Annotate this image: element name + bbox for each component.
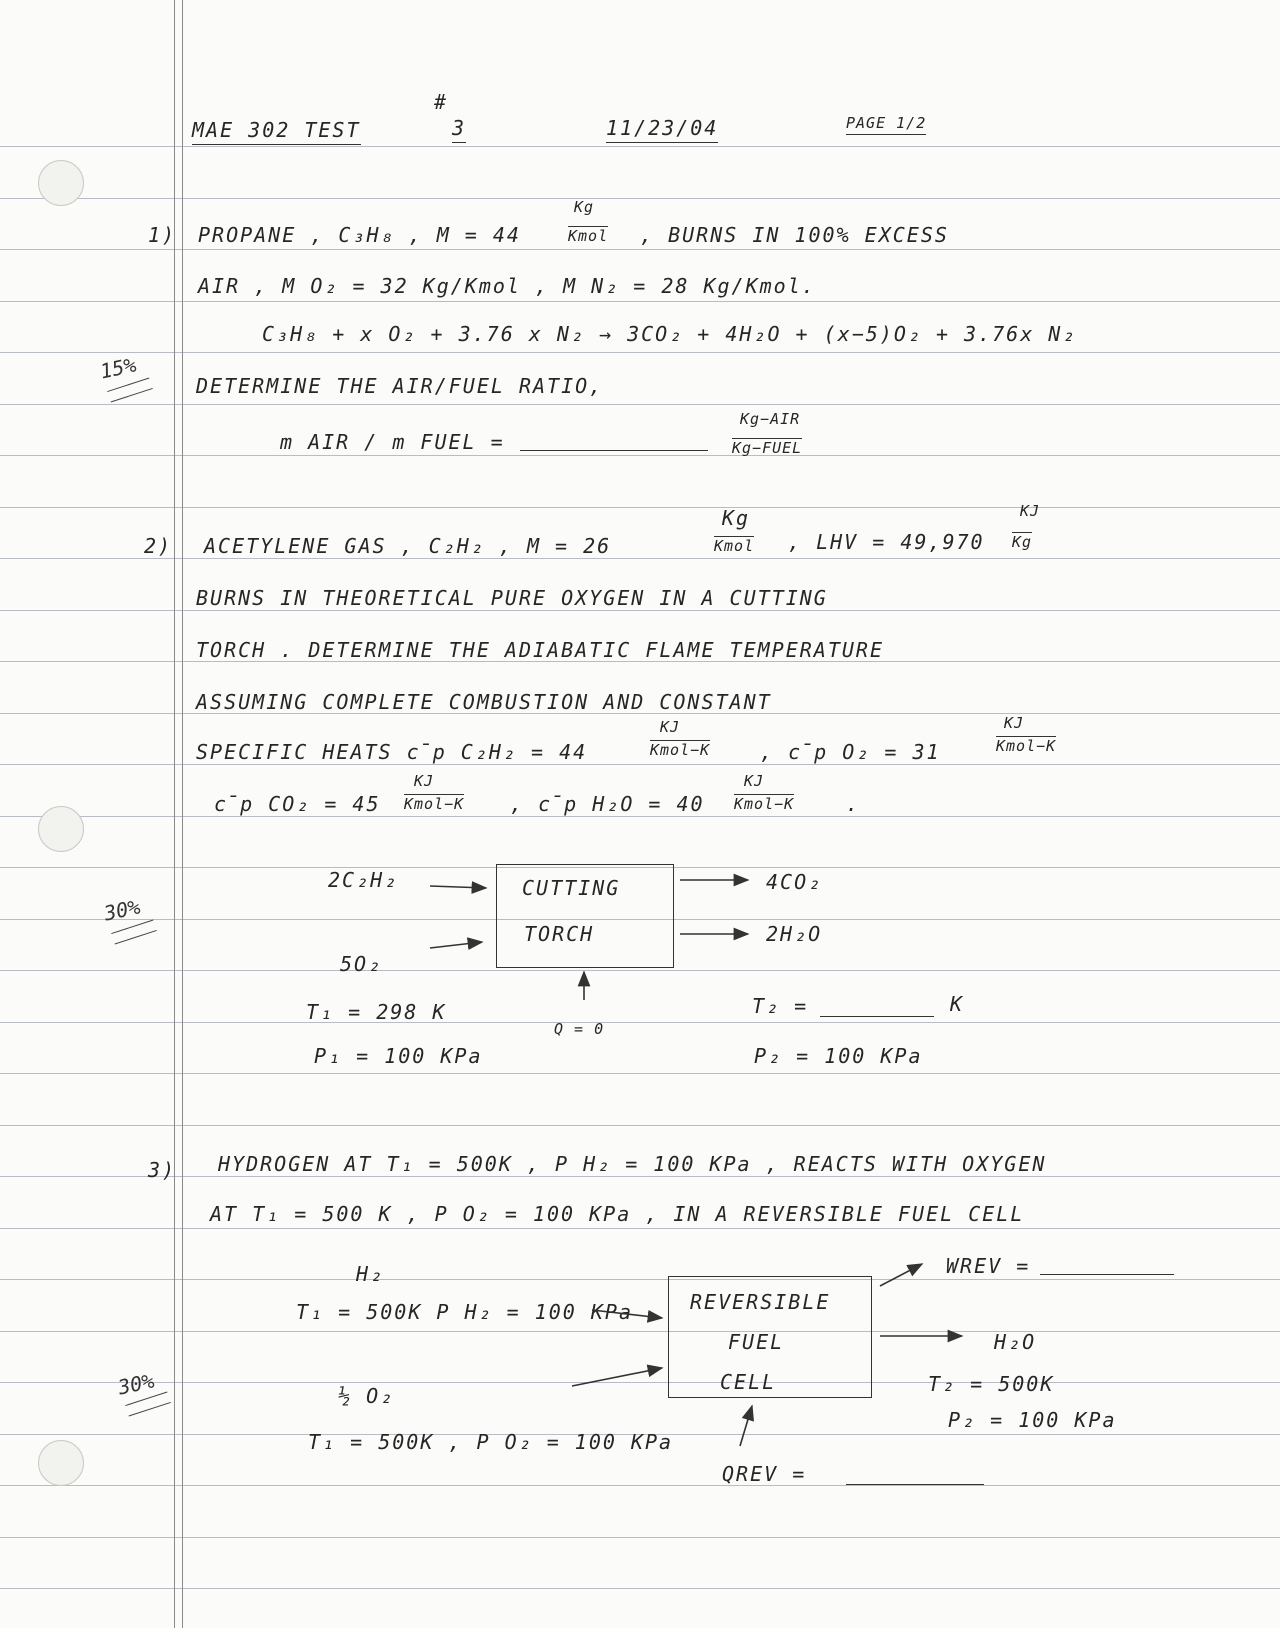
header-number: 3	[452, 116, 466, 143]
header-course: MAE 302 TEST	[192, 118, 361, 145]
arrow-qrev-in	[740, 1406, 752, 1446]
problem2-line6a: c̄p CO₂ = 45	[214, 792, 381, 816]
header-number-mark: #	[434, 90, 449, 114]
problem2-score: 30%	[101, 894, 143, 926]
torch-p1: P₁ = 100 KPa	[314, 1044, 483, 1068]
torch-output-co2: 4CO₂	[766, 870, 823, 894]
problem2-line2: BURNS IN THEORETICAL PURE OXYGEN IN A CUTTING	[196, 586, 828, 610]
problem1-equation: C₃H₈ + x O₂ + 3.76 x N₂ → 3CO₂ + 4H₂O + (x−5)O₂ + 3.76x N₂	[262, 322, 1077, 346]
problem3-line2: AT T₁ = 500 K , P O₂ = 100 KPa , IN A REVERSIBLE FUEL CELL	[210, 1202, 1025, 1226]
torch-heat: Q = 0	[554, 1020, 605, 1038]
torch-p2: P₂ = 100 KPa	[754, 1044, 923, 1068]
problem2-m-unit-den: Kmol	[714, 537, 755, 555]
arrow-o2-in	[430, 942, 482, 948]
problem2-line3: TORCH . DETERMINE THE ADIABATIC FLAME TEMPERATURE	[196, 638, 885, 662]
problem2-cp-unit-num-3: KJ	[414, 772, 435, 790]
problem1-determine: DETERMINE THE AIR/FUEL RATIO,	[196, 374, 604, 398]
problem2-lhv: , LHV = 49,970	[788, 530, 985, 554]
problem2-line6b: , c̄p H₂O = 40	[510, 792, 705, 816]
fuelcell-wrev: WREV =	[946, 1254, 1031, 1278]
problem2-m-unit-num: Kg	[722, 506, 751, 530]
problem2-lhv-unit-den: Kg	[1012, 533, 1033, 551]
problem3-number: 3)	[148, 1158, 177, 1182]
problem2-line6-end: .	[846, 792, 861, 816]
problem1-ratio-label: m AIR / m FUEL =	[280, 430, 505, 454]
problem2-line5a: SPECIFIC HEATS c̄p C₂H₂ = 44	[196, 740, 588, 764]
problem1-score: 15%	[97, 352, 139, 384]
fuelcell-qrev: QREV =	[722, 1462, 807, 1486]
problem2-cp-unit-den-2: Kmol−K	[996, 737, 1057, 755]
problem2-line1: ACETYLENE GAS , C₂H₂ , M = 26	[204, 534, 612, 558]
problem2-line4: ASSUMING COMPLETE COMBUSTION AND CONSTANT	[196, 690, 772, 714]
fuelcell-box-line1: REVERSIBLE	[690, 1290, 831, 1314]
problem2-cp-unit-den-1: Kmol−K	[650, 741, 711, 759]
torch-input-o2: 5O₂	[340, 952, 383, 976]
fuelcell-h2-state: T₁ = 500K P H₂ = 100 KPa	[296, 1300, 633, 1324]
problem2-number: 2)	[144, 534, 173, 558]
arrow-c2h2-in	[430, 886, 486, 888]
problem1-line2: AIR , M O₂ = 32 Kg/Kmol , M N₂ = 28 Kg/Kmol.	[198, 274, 816, 298]
torch-output-h2o: 2H₂O	[766, 922, 823, 946]
header-date: 11/23/04	[606, 116, 718, 143]
fuelcell-p2: P₂ = 100 KPa	[948, 1408, 1117, 1432]
fuelcell-output-h2o: H₂O	[994, 1330, 1037, 1354]
torch-t1: T₁ = 298 K	[306, 1000, 447, 1024]
problem2-cp-unit-num-1: KJ	[660, 718, 681, 736]
torch-box-label-top: CUTTING	[522, 876, 621, 900]
fuelcell-input-h2: H₂	[356, 1262, 385, 1286]
problem3-score: 30%	[115, 1368, 157, 1400]
torch-t2-unit: K	[950, 992, 965, 1016]
problem2-cp-unit-num-2: KJ	[1004, 714, 1025, 732]
torch-box-label-bottom: TORCH	[524, 922, 595, 946]
torch-input-c2h2: 2C₂H₂	[328, 868, 399, 892]
problem1-m-unit-num: Kg	[574, 198, 595, 216]
fuelcell-o2-state: T₁ = 500K , P O₂ = 100 KPa	[308, 1430, 674, 1454]
fuelcell-t2: T₂ = 500K	[928, 1372, 1055, 1396]
problem1-m-unit-den: Kmol	[568, 227, 609, 245]
problem1-ratio-unit-num: Kg−AIR	[740, 410, 801, 428]
header-page: PAGE 1/2	[846, 114, 926, 135]
problem1-line1: PROPANE , C₃H₈ , M = 44	[198, 223, 521, 247]
arrow-wrev-out	[880, 1264, 922, 1286]
arrow-o2-cell-in	[572, 1368, 662, 1386]
torch-t2: T₂ =	[752, 994, 809, 1018]
problem3-line1: HYDROGEN AT T₁ = 500K , P H₂ = 100 KPa , REACTS WITH OXYGEN	[218, 1152, 1047, 1176]
problem1-number: 1)	[148, 223, 177, 247]
fuelcell-box-line2: FUEL	[728, 1330, 785, 1354]
problem2-cp-unit-den-3: Kmol−K	[404, 795, 465, 813]
problem1-line1-end: , BURNS IN 100% EXCESS	[640, 223, 949, 247]
fuelcell-input-o2: ½ O₂	[338, 1384, 395, 1408]
fuelcell-box-line3: CELL	[720, 1370, 777, 1394]
problem2-line5b: , c̄p O₂ = 31	[760, 740, 941, 764]
arrow-h2-in	[592, 1310, 662, 1318]
problem2-lhv-unit-num: KJ	[1020, 502, 1041, 520]
problem2-cp-unit-num-4: KJ	[744, 772, 765, 790]
problem2-cp-unit-den-4: Kmol−K	[734, 795, 795, 813]
problem1-ratio-unit-den: Kg−FUEL	[732, 439, 803, 457]
